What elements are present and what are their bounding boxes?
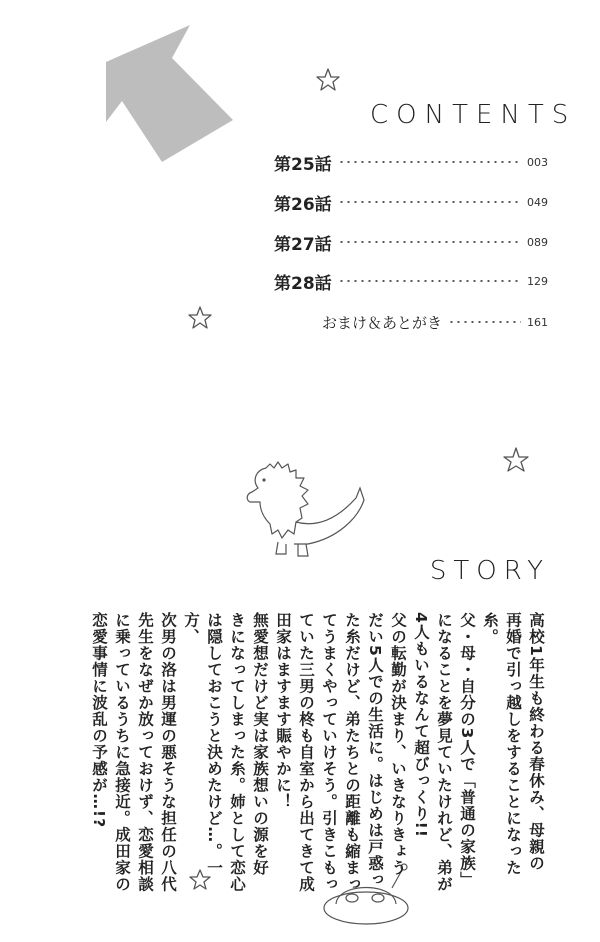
story-line: 次男の洛は男運の悪そうな担任の八代 — [159, 612, 177, 893]
story-line: 再婚で引っ越しをすることになった糸。 — [481, 612, 522, 876]
story-line: 恋愛事情に波乱の予感が…!? — [90, 612, 108, 829]
toc-chapter-label: 第26話 — [274, 194, 332, 215]
toc-leader-dots — [338, 161, 521, 163]
toc-leader-dots — [338, 280, 521, 282]
toc-page-number: 049 — [527, 195, 548, 209]
arrow-shape — [106, 25, 233, 162]
toc-chapter-label: 第28話 — [274, 273, 332, 294]
toc-page-number: 089 — [527, 235, 548, 249]
toc-row[interactable] — [274, 269, 548, 293]
contents-heading: CONTENTS — [370, 100, 577, 130]
toc-leader-dots — [448, 321, 521, 323]
star-icon — [185, 303, 215, 333]
story-line: 無愛想だけど実は家族想いの源を好 — [251, 612, 269, 876]
story-line: 父の転勤が決まり、いきなりきょう — [389, 612, 407, 876]
story-line: 高校1年生も終わる春休み、母親の — [527, 612, 545, 872]
dinosaur-doodle — [238, 458, 378, 568]
story-synopsis — [87, 612, 547, 902]
story-line: 先生をなぜか放っておけず、恋愛相談 — [136, 612, 154, 893]
story-line: 4人もいるなんて超びっくり!! — [412, 612, 430, 838]
toc-extra-label: おまけ＆あとがき — [322, 313, 443, 332]
toc-page-number: 161 — [527, 315, 548, 329]
toc-leader-dots — [338, 241, 521, 243]
toc-leader-dots — [338, 201, 521, 203]
story-line: に乗っているうちに急接近。成田家の — [113, 612, 131, 893]
star-icon — [313, 65, 343, 95]
story-line: 田家はますます賑やかに！ — [274, 612, 292, 810]
toc-page-number: 003 — [527, 155, 548, 169]
story-heading: STORY — [429, 556, 550, 586]
story-line: きになってしまった糸。姉として恋心 — [228, 612, 246, 893]
toc-row[interactable] — [274, 150, 548, 174]
toc-row[interactable] — [274, 230, 548, 254]
toc-page-number: 129 — [527, 274, 548, 288]
star-icon — [500, 444, 532, 476]
toc-row-extra[interactable] — [322, 310, 548, 334]
story-line: てうまくやっていけそう。引きこもっ — [320, 612, 338, 893]
story-line: た糸だけど、弟たちとの距離も縮まっ — [343, 612, 361, 893]
toc-row[interactable] — [274, 190, 548, 214]
story-line: ていた三男の柊も自室から出てきて成 — [297, 612, 315, 893]
toc-chapter-label: 第25話 — [274, 154, 332, 175]
story-line: は隠しておこうと決めたけど…。一方、 — [182, 612, 223, 876]
story-line: になることを夢見ていたけれど、弟が — [435, 612, 453, 893]
story-line: 父・母・自分の3人で「普通の家族」 — [458, 612, 476, 888]
toc-chapter-label: 第27話 — [274, 234, 332, 255]
story-line: だい5人での生活に。はじめは戸惑っ — [366, 612, 384, 888]
